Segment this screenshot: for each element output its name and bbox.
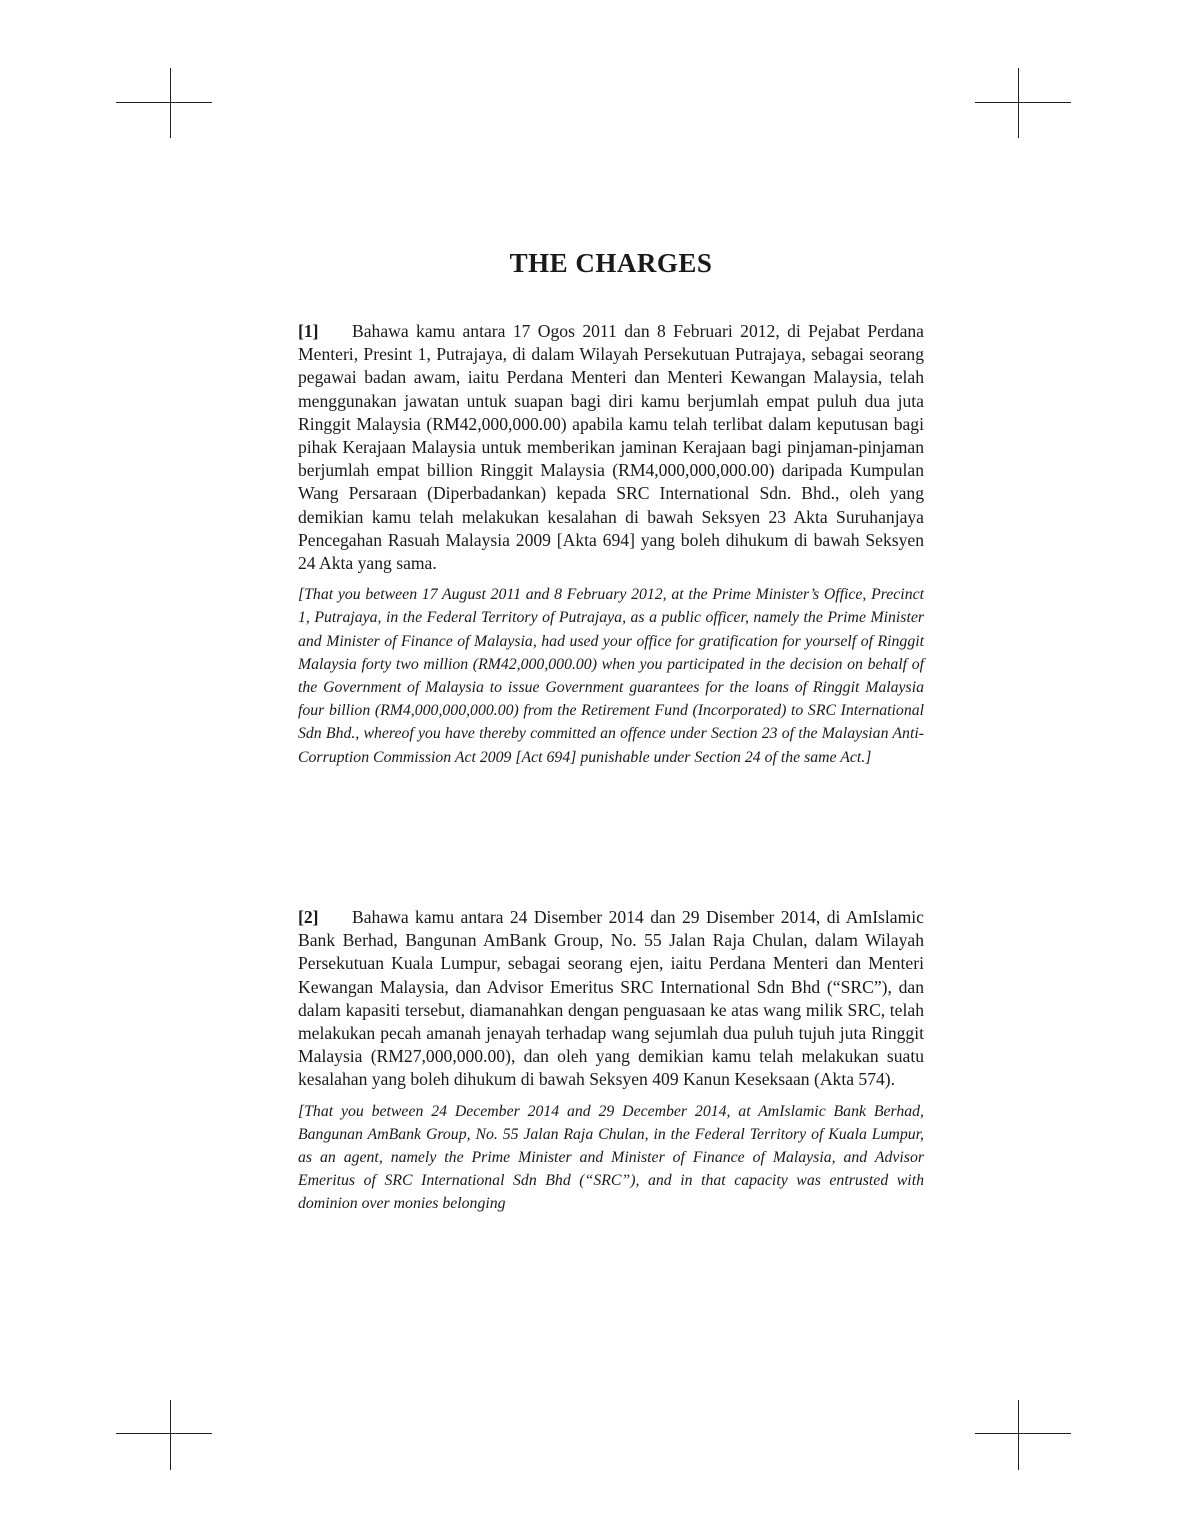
crop-mark [116,102,212,103]
crop-mark [1018,68,1019,138]
page-title: THE CHARGES [509,248,713,278]
charge-english-translation: [That you between 24 December 2014 and 29 December 2014, at AmIslamic Bank Berhad, Bangunan AmBank Group, No. 55 Jalan Raja Chulan, in the Federal Territory of Kuala Lumpur, as an agent, namely the Prime Minister and Minister of Finance of Malaysia, and Advisor Emeritus of SRC International Sdn Bhd (“SRC”), and in that capacity was entrusted with dominion over monies belonging [298,1102,924,1213]
crop-mark [116,1433,212,1434]
crop-mark [1018,1400,1019,1470]
charge-1 [298,320,924,769]
charge-2 [298,906,924,1216]
crop-mark [975,102,1071,103]
charge-number: [2] [298,907,319,927]
crop-mark [975,1433,1071,1434]
charge-english-translation: [That you between 17 August 2011 and 8 February 2012, at the Prime Minister’s Office, Precinct 1, Putrajaya, in the Federal Territory of Putrajaya, as a public officer, namely the Prime Minister and Minister of Finance of Malaysia, had used your office for gratification for yourself of Ringgit Malaysia forty two million (RM42,000,000.00) when you participated in the decision on behalf of the Government of Malaysia to issue Government guarantees for the loans of Ringgit Malaysia four billion (RM4,000,000,000.00) from the Retirement Fund (Incorporated) to SRC International Sdn Bhd., whereof you have thereby committed an offence under Section 23 of the Malaysian Anti-Corruption Commission Act 2009 [Act 694] punishable under Section 24 of the same Act.] [298,586,924,766]
charge-malay-text: [1] Bahawa kamu antara 17 Ogos 2011 dan 8 Februari 2012, di Pejabat Perdana Menteri, Presint 1, Putrajaya, di dalam Wilayah Persekutuan Putrajaya, sebagai seorang pegawai badan awam, iaitu Perdana Menteri dan Menteri Kewangan Malaysia, telah menggunakan jawatan untuk suapan bagi diri kamu berjumlah empat puluh dua juta Ringgit Malaysia (RM42,000,000.00) apabila kamu telah terlibat dalam keputusan bagi pihak Kerajaan Malaysia untuk memberikan jaminan Kerajaan bagi pinjaman-pinjaman berjumlah empat billion Ringgit Malaysia (RM4,000,000,000.00) daripada Kumpulan Wang Persaraan (Diperbadankan) kepada SRC International Sdn. Bhd., oleh yang demikian kamu telah melakukan kesalahan di bawah Seksyen 23 Akta Suruhanjaya Pencegahan Rasuah Malaysia 2009 [Akta 694] yang boleh dihukum di bawah Seksyen 24 Akta yang sama. [298,321,924,574]
crop-mark [170,68,171,138]
charge-malay-text: [2] Bahawa kamu antara 24 Disember 2014 dan 29 Disember 2014, di AmIslamic Bank Berhad, Bangunan AmBank Group, No. 55 Jalan Raja Chulan, dalam Wilayah Persekutuan Kuala Lumpur, sebagai seorang ejen, iaitu Perdana Menteri dan Menteri Kewangan Malaysia, dan Advisor Emeritus SRC International Sdn Bhd (“SRC”), dan dalam kapasiti tersebut, diamanahkan dengan penguasaan ke atas wang milik SRC, telah melakukan pecah amanah jenayah terhadap wang sejumlah dua puluh tujuh juta Ringgit Malaysia (RM27,000,000.00), dan oleh yang demikian kamu telah melakukan suatu kesalahan yang boleh dihukum di bawah Seksyen 409 Kanun Keseksaan (Akta 574). [298,907,924,1090]
charge-number: [1] [298,321,319,341]
crop-mark [170,1400,171,1470]
